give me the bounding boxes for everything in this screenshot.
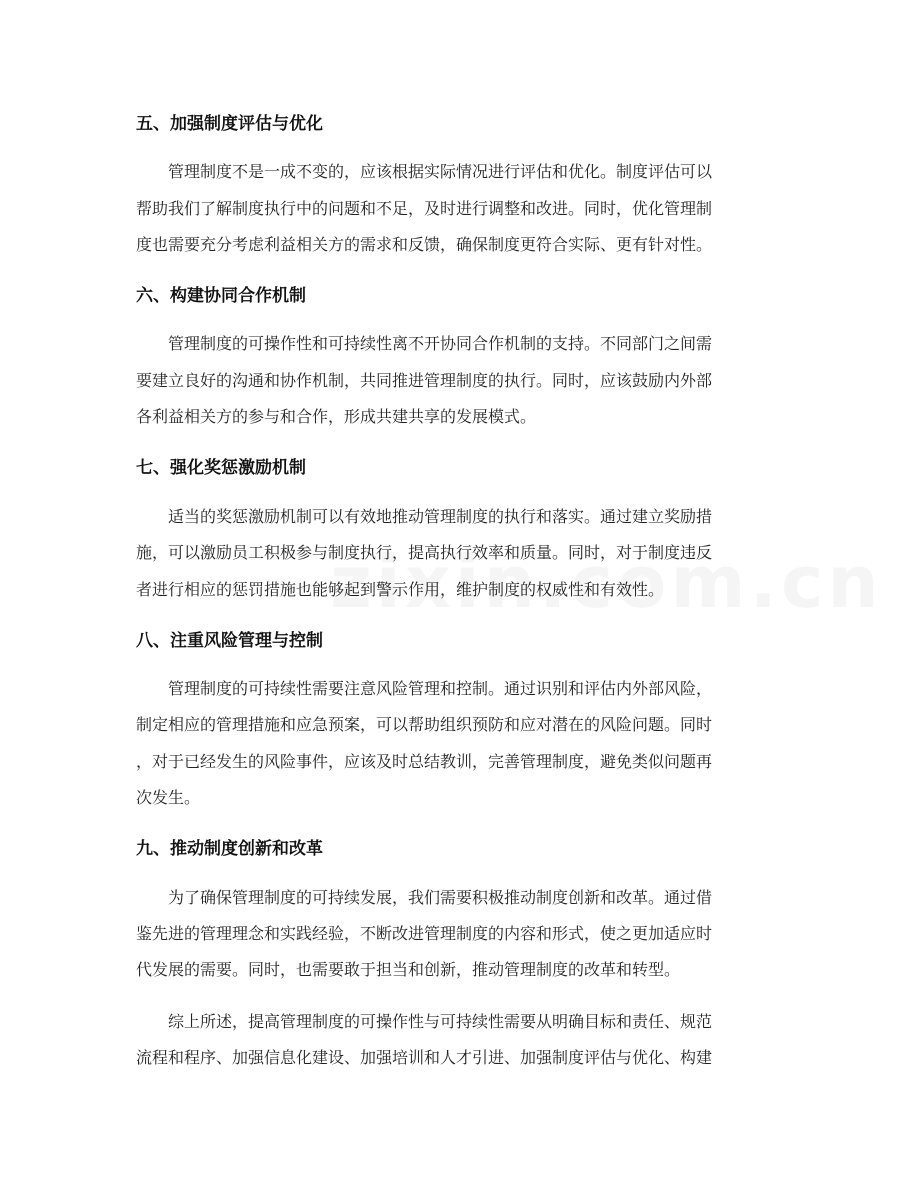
paragraph-line: 施，可以激励员工积极参与制度执行，提高执行效率和质量。同时，对于制度违反 [136, 543, 713, 562]
paragraph-line: 要建立良好的沟通和协作机制，共同推进管理制度的执行。同时，应该鼓励内外部 [136, 371, 713, 390]
conclusion-line: 流程和程序、加强信息化建设、加强培训和人才引进、加强制度评估与优化、构建 [136, 1048, 713, 1067]
paragraph-line: 适当的奖惩激励机制可以有效地推动管理制度的执行和落实。通过建立奖励措 [168, 507, 713, 526]
paragraph-line: 管理制度不是一成不变的，应该根据实际情况进行评估和优化。制度评估可以 [168, 162, 713, 181]
paragraph-line: 各利益相关方的参与和合作，形成共建共享的发展模式。 [136, 407, 537, 426]
paragraph-line: 为了确保管理制度的可持续发展，我们需要积极推动制度创新和改革。通过借 [168, 888, 713, 907]
section-heading-8: 八、注重风险管理与控制 [136, 631, 323, 651]
paragraph-line: 者进行相应的惩罚措施也能够起到警示作用，维护制度的权威性和有效性。 [136, 580, 665, 599]
section-heading-9: 九、推动制度创新和改革 [136, 839, 323, 859]
paragraph-line: ，对于已经发生的风险事件，应该及时总结教训，完善管理制度，避免类似问题再 [136, 752, 713, 771]
paragraph-line: 制定相应的管理措施和应急预案，可以帮助组织预防和应对潜在的风险问题。同时 [136, 715, 713, 734]
paragraph-line: 管理制度的可操作性和可持续性离不开协同合作机制的支持。不同部门之间需 [168, 334, 713, 353]
paragraph-line: 管理制度的可持续性需要注意风险管理和控制。通过识别和评估内外部风险， [168, 679, 713, 698]
section-heading-6: 六、构建协同合作机制 [136, 286, 306, 306]
conclusion-line: 综上所述，提高管理制度的可操作性与可持续性需要从明确目标和责任、规范 [168, 1012, 713, 1031]
paragraph-line: 次发生。 [136, 788, 201, 807]
section-heading-7: 七、强化奖惩激励机制 [136, 458, 306, 478]
section-heading-5: 五、加强制度评估与优化 [136, 114, 323, 134]
paragraph-line: 鉴先进的管理理念和实践经验，不断改进管理制度的内容和形式，使之更加适应时 [136, 924, 713, 943]
paragraph-line: 度也需要充分考虑利益相关方的需求和反馈，确保制度更符合实际、更有针对性。 [136, 235, 713, 254]
paragraph-line: 帮助我们了解制度执行中的问题和不足，及时进行调整和改进。同时，优化管理制 [136, 199, 713, 218]
paragraph-line: 代发展的需要。同时，也需要敢于担当和创新，推动管理制度的改革和转型。 [136, 960, 681, 979]
